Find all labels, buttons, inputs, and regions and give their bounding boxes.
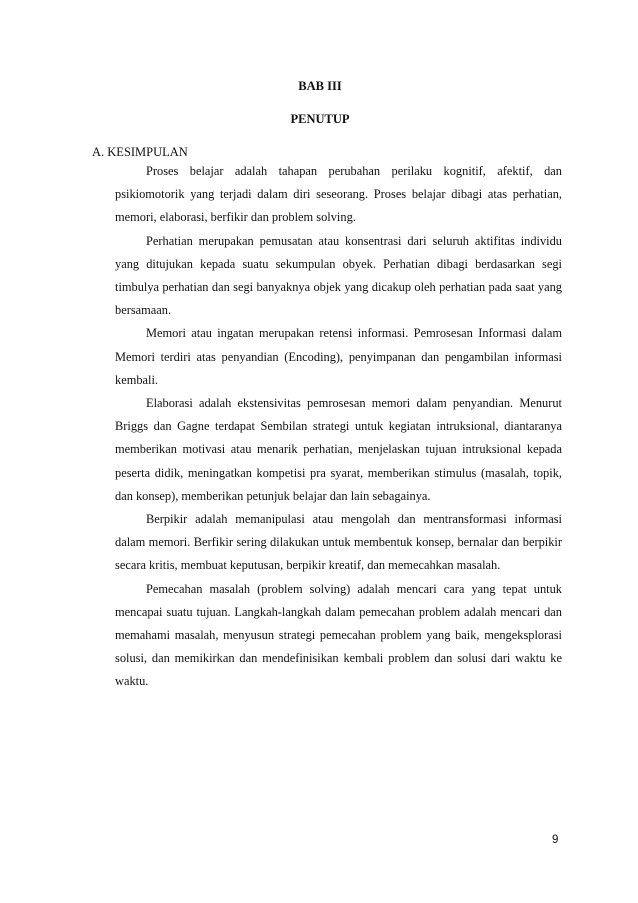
section-heading: A. KESIMPULAN [92, 145, 188, 159]
chapter-title: PENUTUP [290, 112, 350, 126]
paragraph-berpikir: Berpikir adalah memanipulasi atau mengolah dan mentransformasi informasi dalam memori. Berfikir sering dilakukan untuk membentuk konsep, bernalar dan berpikir secara kritis, membuat keputusan, berpikir kreatif, dan memecahkan masalah. [115, 512, 562, 573]
paragraph-pemecahan-masalah: Pemecahan masalah (problem solving) adalah mencari cara yang tepat untuk mencapai suatu tujuan. Langkah-langkah dalam pemecahan problem adalah mencari dan memahami masalah, menyusun strategi pemecahan problem yang baik, mengeksplorasi solusi, dan memikirkan dan mendefinisikan kembali problem dan solusi dari waktu ke waktu. [115, 581, 562, 689]
paragraph-proses-belajar: Proses belajar adalah tahapan perubahan perilaku kognitif, afektif, dan psikiomotorik yang terjadi dalam diri seseorang. Proses belajar dibagi atas perhatian, memori, elaborasi, berfikir dan problem solving. [115, 164, 562, 225]
paragraph-perhatian: Perhatian merupakan pemusatan atau konsentrasi dari seluruh aktifitas individu yang ditujukan kepada suatu sekumpulan obyek. Perhatian dibagi berdasarkan segi timbulya perhatian dan segi banyaknya objek yang dicakup oleh perhatian pada saat yang bersamaan. [115, 233, 562, 318]
page-number: 9 [552, 834, 559, 846]
chapter-heading: BAB III [298, 79, 342, 93]
paragraph-memori: Memori atau ingatan merupakan retensi informasi. Pemrosesan Informasi dalam Memori terdiri atas penyandian (Encoding), penyimpanan dan pengambilan informasi kembali. [115, 326, 562, 387]
paragraph-elaborasi: Elaborasi adalah ekstensivitas pemrosesan memori dalam penyandian. Menurut Briggs dan Gagne terdapat Sembilan strategi untuk kegiatan intruksional, diantaranya memberikan motivasi atau menarik perhatian, menjelaskan tujuan intruksional kepada peserta didik, meningatkan kompetisi pra syarat, memberikan stimulus (masalah, topik, dan konsep), memberikan petunjuk belajar dan lain sebagainya. [115, 396, 562, 503]
body-text [115, 160, 562, 694]
